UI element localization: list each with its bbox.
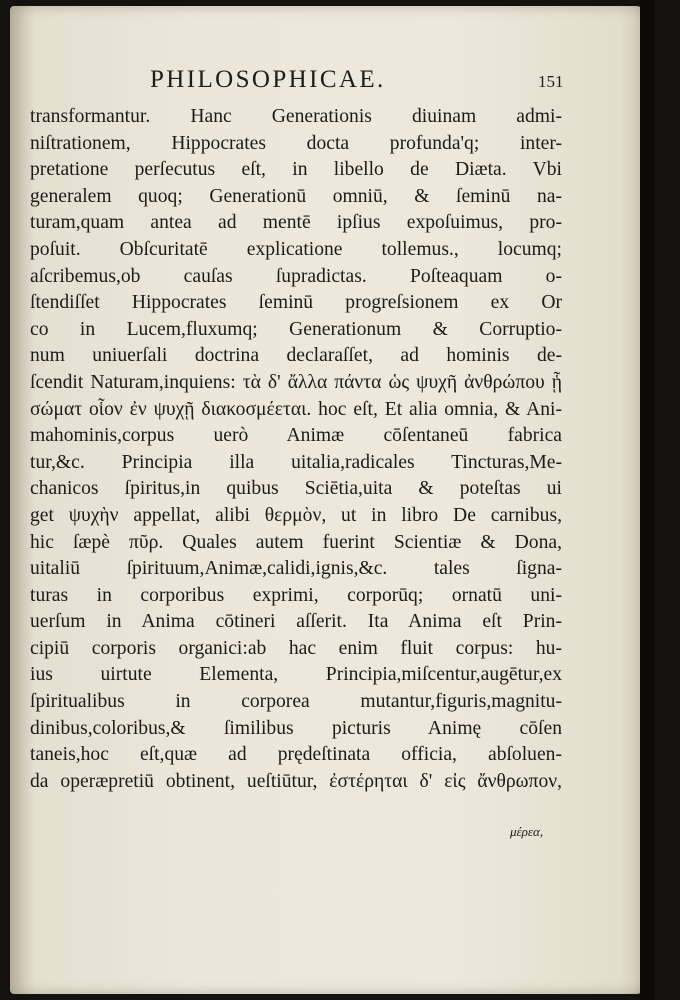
text-line: pretatione perſecutus eſt, in libello de Diæta. Vbi: [30, 159, 562, 181]
page-number: 151: [538, 72, 564, 91]
text-line: cipiū corporis organici:ab hac enim fluit corpus: hu-: [30, 637, 562, 659]
text-line: hic ſæpè πῦρ. Quales autem fuerint Scientiæ & Dona,: [30, 531, 562, 553]
text-line: uerſum in Anima cōtineri aſſerit. Ita Anima eſt Prin-: [30, 611, 562, 633]
text-line: turas in corporibus exprimi, corporūq; ornatū uni-: [30, 584, 562, 606]
page-edge-shadow: [640, 0, 654, 1000]
text-line: get ψυχὴν appellat, alibi θερμὸν, ut in libro De carnibus,: [30, 504, 562, 526]
text-line: mahominis,corpus uerò Animæ cōſentaneū fabrica: [30, 425, 562, 447]
text-line: turam,quam antea ad mentē ipſius expoſuimus, pro-: [30, 212, 562, 234]
text-line: uitaliū ſpirituum,Animæ,calidi,ignis,&c. tales ſigna-: [30, 558, 562, 580]
text-line: dinibus,coloribus,& ſimilibus picturis Animę cōſen: [30, 717, 562, 739]
text-line: niſtrationem, Hippocrates docta profunda'q; inter-: [30, 132, 562, 154]
text-line: σώματ οἷον ἐν ψυχῇ διακοσμέεται. hoc eſt, Et alia omnia, & Ani-: [30, 398, 562, 420]
text-line: ius uirtute Elementa, Principia,miſcentur,augētur,ex: [30, 664, 562, 686]
running-head-title: PHILOSOPHICAE.: [150, 66, 386, 93]
text-line: num uniuerſali doctrina declaraſſet, ad hominis de-: [30, 345, 562, 367]
text-line: ſtendiſſet Hippocrates ſeminū progreſsionem ex Or: [30, 292, 562, 314]
body-text: [30, 104, 562, 795]
running-head: [0, 66, 680, 106]
text-line: da operæpretiū obtinent, ueſtiūtur, ἐστέρηται δ' εἰς ἄνθρωπον,: [30, 770, 562, 792]
text-line: tur,&c. Principia illa uitalia,radicales Tincturas,Me-: [30, 451, 562, 473]
text-line: taneis,hoc eſt,quæ ad prędeſtinata officia, abſoluen-: [30, 744, 562, 766]
catchword: μέρεα,: [510, 824, 544, 839]
text-line: transformantur. Hanc Generationis diuinam admi-: [30, 106, 562, 127]
text-line: poſuit. Obſcuritatē explicatione tollemus., locumq;: [30, 238, 562, 260]
text-line: aſcribemus,ob cauſas ſupradictas. Poſteaquam o-: [30, 265, 562, 287]
text-line: ſcendit Naturam,inquiens: τὰ δ' ἄλλα πάντα ὡς ψυχῆ ἀνθρώπου ᾗ: [30, 371, 562, 393]
text-line: co in Lucem,fluxumq; Generationum & Corruptio-: [30, 318, 562, 340]
text-line: generalem quoq; Generationū omniū, & ſeminū na-: [30, 185, 562, 207]
text-line: ſpiritualibus in corporea mutantur,figuris,magnitu-: [30, 691, 562, 713]
text-line: chanicos ſpiritus,in quibus Sciētia,uita & poteſtas ui: [30, 478, 562, 500]
